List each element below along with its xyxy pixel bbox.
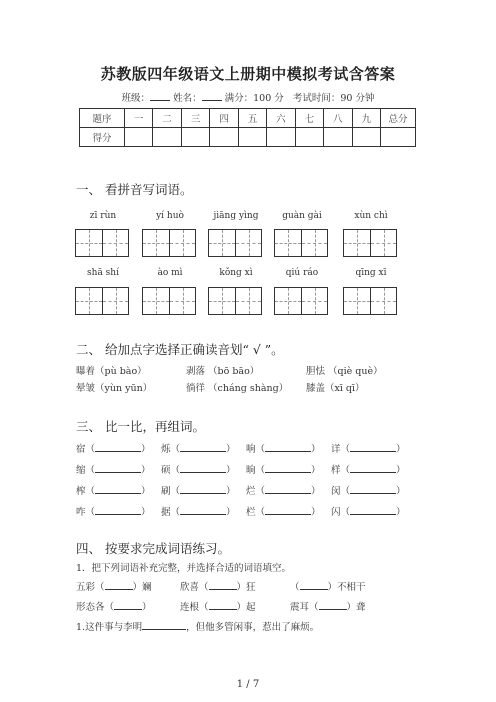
pinyin-label: shā shí <box>87 268 119 278</box>
compare-char: 闵（ <box>331 486 351 497</box>
writing-grid[interactable] <box>274 229 328 257</box>
class-blank <box>150 90 170 101</box>
close-paren: ） <box>396 486 406 497</box>
score-cell[interactable] <box>324 128 352 147</box>
writing-grid[interactable] <box>343 229 397 257</box>
compare-char: 晌（ <box>246 465 266 476</box>
header-cell: 九 <box>352 109 381 128</box>
answer-blank[interactable] <box>95 483 141 494</box>
writing-grid[interactable] <box>75 229 129 257</box>
compare-char: 闪（ <box>331 507 351 518</box>
pinyin-label: kǒng xì <box>219 268 253 278</box>
score-cell[interactable] <box>238 128 266 147</box>
section4-heading: 四、 按要求完成词语练习。 <box>76 541 230 556</box>
sentence-blank[interactable] <box>142 619 186 630</box>
idiom-pre: （ <box>290 582 300 593</box>
compare-char: 详（ <box>331 444 351 455</box>
close-paren: ） <box>311 486 321 497</box>
compare-char: 宿（ <box>76 444 96 455</box>
idiom-blank[interactable] <box>209 599 237 610</box>
header-cell: 题序 <box>80 109 125 128</box>
header-cell: 三 <box>181 109 209 128</box>
answer-blank[interactable] <box>350 504 396 515</box>
answer-blank[interactable] <box>180 441 226 452</box>
page-number: 1 / 7 <box>236 679 260 690</box>
idiom-item <box>76 579 152 593</box>
compare-item <box>246 462 321 476</box>
compare-item <box>161 504 236 518</box>
pinyin-label: xùn chì <box>354 211 388 221</box>
section1-heading: 一、 看拼音写词语。 <box>76 182 193 197</box>
idiom-blank[interactable] <box>114 599 142 610</box>
idiom-blank[interactable] <box>105 579 133 590</box>
close-paren: ） <box>311 507 321 518</box>
answer-blank[interactable] <box>350 462 396 473</box>
pinyin-label: jiāng yìng <box>213 211 259 221</box>
compare-item <box>161 441 236 455</box>
writing-grid[interactable] <box>142 287 196 315</box>
compare-item <box>331 504 406 518</box>
answer-blank[interactable] <box>265 441 311 452</box>
answer-blank[interactable] <box>180 462 226 473</box>
compare-char: 栏（ <box>246 507 266 518</box>
close-paren: ） <box>141 465 151 476</box>
idiom-pre: 震耳（ <box>290 602 319 613</box>
idiom-pre: 欣喜（ <box>180 582 209 593</box>
compare-item <box>76 462 151 476</box>
header-cell: 四 <box>210 109 238 128</box>
header-cell: 总分 <box>381 109 416 128</box>
header-cell: 一 <box>125 109 153 128</box>
reading-choice-item: 膝盖（xī qī） <box>306 383 365 394</box>
compare-char: 烂（ <box>246 486 266 497</box>
score-table-header-row <box>80 109 416 128</box>
compare-char: 缩（ <box>76 465 96 476</box>
answer-blank[interactable] <box>95 462 141 473</box>
compare-item <box>246 504 321 518</box>
close-paren: ） <box>226 486 236 497</box>
compare-item <box>331 483 406 497</box>
section2-heading: 二、 给加点字选择正确读音划“ √ ”。 <box>76 342 284 357</box>
score-cell[interactable] <box>295 128 323 147</box>
close-paren: ） <box>396 444 406 455</box>
compare-item <box>331 441 406 455</box>
header-cell: 五 <box>238 109 266 128</box>
score-row-label: 得分 <box>80 128 125 147</box>
compare-item <box>76 504 151 518</box>
writing-grid[interactable] <box>343 287 397 315</box>
idiom-post: ）聋 <box>346 602 366 613</box>
close-paren: ） <box>141 507 151 518</box>
reading-choice-item: 胆怯 （qiè què） <box>306 366 383 377</box>
compare-char: 烁（ <box>161 444 181 455</box>
answer-blank[interactable] <box>95 441 141 452</box>
idiom-post: ）起 <box>236 602 256 613</box>
compare-char: 榨（ <box>76 486 96 497</box>
answer-blank[interactable] <box>265 504 311 515</box>
exam-info-line <box>0 90 496 104</box>
close-paren: ） <box>226 444 236 455</box>
compare-char: 据（ <box>161 507 181 518</box>
compare-char: 刷（ <box>161 486 181 497</box>
compare-item <box>161 462 236 476</box>
close-paren: ） <box>141 486 151 497</box>
idiom-pre: 形态各（ <box>76 602 115 613</box>
idiom-blank[interactable] <box>209 579 237 590</box>
reading-choice-item: 剥落 （bō bāo） <box>186 366 260 377</box>
idiom-pre: 五彩（ <box>76 582 105 593</box>
reading-choice-item: 晕皱（yùn yūn） <box>76 383 153 394</box>
compare-item <box>76 483 151 497</box>
idiom-item <box>76 599 152 613</box>
sentence-post: ，但他多管闲事，惹出了麻烦。 <box>186 622 320 633</box>
score-cell[interactable] <box>267 128 295 147</box>
header-cell: 二 <box>153 109 181 128</box>
close-paren: ） <box>396 507 406 518</box>
header-cell: 七 <box>295 109 323 128</box>
score-table <box>79 108 416 147</box>
name-blank <box>202 90 222 101</box>
score-cell[interactable] <box>210 128 238 147</box>
answer-blank[interactable] <box>180 504 226 515</box>
pinyin-label: ào mì <box>157 268 183 278</box>
sentence-pre: 1.这件事与李明 <box>76 622 143 633</box>
close-paren: ） <box>226 465 236 476</box>
header-cell: 八 <box>324 109 352 128</box>
compare-char: 咋（ <box>76 507 96 518</box>
header-cell: 六 <box>267 109 295 128</box>
compare-item <box>161 483 236 497</box>
close-paren: ） <box>311 444 321 455</box>
idiom-post: ）不相干 <box>327 582 366 593</box>
score-table-score-row <box>80 128 416 147</box>
pinyin-label: yí huò <box>156 211 184 221</box>
writing-grid[interactable] <box>208 229 262 257</box>
pinyin-label: zī rùn <box>89 211 117 221</box>
reading-choice-item: 徜徉 （cháng shàng） <box>186 383 289 394</box>
compare-item <box>331 462 406 476</box>
compare-char: 硕（ <box>161 465 181 476</box>
exam-time: 考试时间：90 分钟 <box>292 93 375 104</box>
full-score: 满分：100 分 <box>224 93 284 104</box>
answer-blank[interactable] <box>265 483 311 494</box>
writing-grid[interactable] <box>208 287 262 315</box>
name-label: 姓名： <box>173 93 202 104</box>
idiom-post: ）斓 <box>132 582 152 593</box>
pinyin-label: qīng xī <box>355 268 387 278</box>
idiom-item <box>180 599 256 613</box>
writing-grid[interactable] <box>142 229 196 257</box>
answer-blank[interactable] <box>350 441 396 452</box>
compare-item <box>246 441 321 455</box>
idiom-item <box>290 599 366 613</box>
score-cell[interactable] <box>352 128 381 147</box>
close-paren: ） <box>226 507 236 518</box>
idiom-item <box>180 579 256 593</box>
reading-choice-item: 曝着（pù bào） <box>76 366 147 377</box>
score-cell[interactable] <box>125 128 153 147</box>
compare-char: 样（ <box>331 465 351 476</box>
answer-blank[interactable] <box>350 483 396 494</box>
page-title: 苏教版四年级语文上册期中模拟考试含答案 <box>100 65 396 83</box>
idiom-item <box>290 579 366 593</box>
pinyin-label: guàn gài <box>282 211 322 221</box>
score-cell[interactable] <box>153 128 181 147</box>
pinyin-label: qiú ráo <box>285 268 319 278</box>
close-paren: ） <box>311 465 321 476</box>
answer-blank[interactable] <box>180 483 226 494</box>
writing-grid[interactable] <box>75 287 129 315</box>
compare-item <box>246 483 321 497</box>
idiom-post: ） <box>142 602 152 613</box>
score-cell[interactable] <box>381 128 416 147</box>
compare-item <box>76 441 151 455</box>
idiom-blank[interactable] <box>319 599 347 610</box>
close-paren: ） <box>396 465 406 476</box>
section3-heading: 三、 比一比，再组词。 <box>76 419 205 434</box>
answer-blank[interactable] <box>265 462 311 473</box>
compare-char: 响（ <box>246 444 266 455</box>
section4-instruction: 1．把下列词语补充完整，并选择合适的词语填空。 <box>76 563 292 574</box>
writing-grid[interactable] <box>274 287 328 315</box>
score-cell[interactable] <box>181 128 209 147</box>
close-paren: ） <box>141 444 151 455</box>
idiom-pre: 连根（ <box>180 602 209 613</box>
idiom-blank[interactable] <box>300 579 328 590</box>
answer-blank[interactable] <box>95 504 141 515</box>
class-label: 班级： <box>121 93 151 104</box>
fill-sentence <box>76 619 319 633</box>
idiom-post: ）狂 <box>236 582 256 593</box>
